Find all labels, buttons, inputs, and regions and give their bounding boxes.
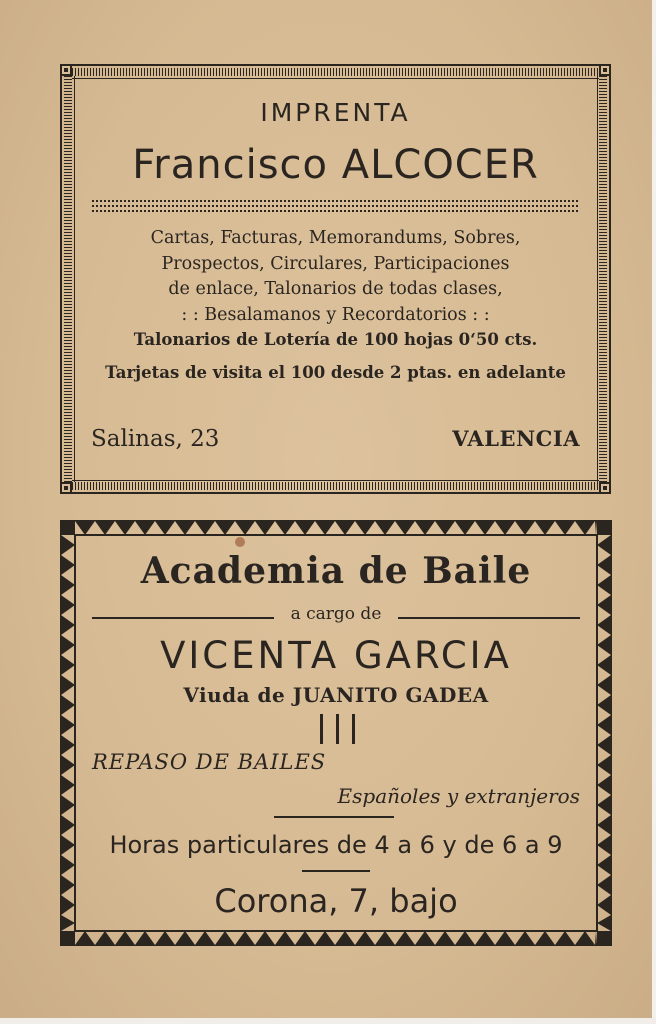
paper-edge-bottom [0,1018,656,1024]
sawtooth-tooth [435,931,455,945]
sawtooth-tooth [555,931,575,945]
frame-corner-tr [599,64,611,76]
frame-corner-bl [60,482,72,494]
review-heading: REPASO DE BAILES [92,750,327,774]
sawtooth-tooth [61,715,75,735]
sawtooth-tooth [135,931,155,945]
sawtooth-tooth [275,521,295,535]
sawtooth-tooth [575,931,595,945]
frame-rule-top [60,64,611,66]
printer-city: VALENCIA [452,426,580,451]
sawtooth-tooth [597,931,611,945]
paper-stain [235,537,245,547]
sawtooth-tooth [295,931,315,945]
sawtooth-tooth [115,931,135,945]
sawtooth-tooth [61,795,75,815]
sawtooth-tooth [215,521,235,535]
lottery-offer: Talonarios de Lotería de 100 hojas 0‘50 cts. [133,330,538,349]
sawtooth-tooth [155,521,175,535]
sawtooth-tooth [435,521,455,535]
sawtooth-tooth [75,521,95,535]
sawtooth-tooth [515,931,535,945]
sawtooth-tooth [135,521,155,535]
styles-rule [274,816,394,818]
sawtooth-tooth [597,735,611,755]
dotted-divider-1 [92,200,579,202]
sawtooth-tooth [535,931,555,945]
sawtooth-tooth [255,521,275,535]
printer-name: Francisco ALCOCER [132,142,539,188]
service-line: Cartas, Facturas, Memorandums, Sobres, [150,228,521,248]
services-list [60,226,611,328]
sawtooth-tooth [415,931,435,945]
service-line: : : Besalamanos y Recordatorios : : [181,304,490,325]
cards-offer: Tarjetas de visita el 100 desde 2 ptas. en adelante [105,363,566,382]
ornament-bars [316,714,360,744]
paper-edge-right [652,0,656,1024]
sawtooth-tooth [235,931,255,945]
hours-rule [302,870,370,872]
sawtooth-tooth [455,521,475,535]
sawtooth-tooth [355,931,375,945]
sawtooth-tooth [335,931,355,945]
sawtooth-tooth [61,931,75,945]
sawtooth-tooth [597,755,611,775]
sawtooth-tooth [61,775,75,795]
sawtooth-tooth [195,521,215,535]
sawtooth-tooth [515,521,535,535]
academy-title: Academia de Baile [140,550,532,592]
academy-subtitle: a cargo de [290,604,382,624]
sawtooth-tooth [475,931,495,945]
sawtooth-tooth [597,775,611,795]
private-hours: Horas particulares de 4 a 6 y de 6 a 9 [109,831,563,859]
sawtooth-tooth [415,521,435,535]
sawtooth-tooth [61,735,75,755]
sawtooth-tooth [335,521,355,535]
printer-address: Salinas, 23 [91,426,220,452]
sawtooth-tooth [595,931,597,945]
sawtooth-tooth [115,521,135,535]
sawtooth-tooth [375,521,395,535]
sawtooth-tooth [395,521,415,535]
sawtooth-tooth [61,521,75,535]
sawtooth-tooth [475,521,495,535]
dance-styles: Españoles y extranjeros [337,784,580,808]
sawtooth-tooth [575,521,595,535]
widow-of: Viuda de JUANITO GADEA [183,683,489,707]
sawtooth-tooth [95,931,115,945]
sawtooth-tooth [175,521,195,535]
sawtooth-tooth [495,521,515,535]
sawtooth-tooth [395,931,415,945]
frame-inner-top [72,78,599,79]
service-line: Prospectos, Circulares, Participaciones [161,253,510,274]
sawtooth-tooth [455,931,475,945]
sawtooth-tooth [315,521,335,535]
dance-ad [60,520,612,946]
sawtooth-tooth [75,931,95,945]
sawtooth-tooth [535,521,555,535]
frame-ticks-top [72,68,599,76]
sawtooth-tooth [61,755,75,775]
dotted-divider-3 [92,210,579,212]
sawtooth-tooth [195,931,215,945]
frame-rule-bottom [60,492,611,494]
sawtooth-tooth [597,521,611,535]
sawtooth-tooth [235,521,255,535]
sawtooth-tooth [95,521,115,535]
sawtooth-tooth [375,931,395,945]
teacher-name: VICENTA GARCIA [160,634,512,677]
sawtooth-tooth [155,931,175,945]
sawtooth-tooth [295,521,315,535]
printer-header: IMPRENTA [260,98,411,127]
sawtooth-tooth [255,931,275,945]
sawtooth-tooth [597,715,611,735]
subtitle-rule-right [398,617,580,619]
frame-ticks-bottom [72,482,599,490]
frame-corner-br [599,482,611,494]
sawtooth-tooth [175,931,195,945]
sawtooth-tooth [355,521,375,535]
dotted-divider-2 [92,205,579,207]
academy-address: Corona, 7, bajo [214,882,458,920]
sawtooth-tooth [495,931,515,945]
sawtooth-tooth [595,521,597,535]
sawtooth-tooth [275,931,295,945]
printer-ad [60,64,611,494]
frame-inner-bottom [72,480,599,481]
sawtooth-tooth [315,931,335,945]
sawtooth-tooth [555,521,575,535]
sawtooth-tooth [597,795,611,815]
sawtooth-tooth [215,931,235,945]
frame-corner-tl [60,64,72,76]
service-line: de enlace, Talonarios de todas clases, [168,279,503,299]
